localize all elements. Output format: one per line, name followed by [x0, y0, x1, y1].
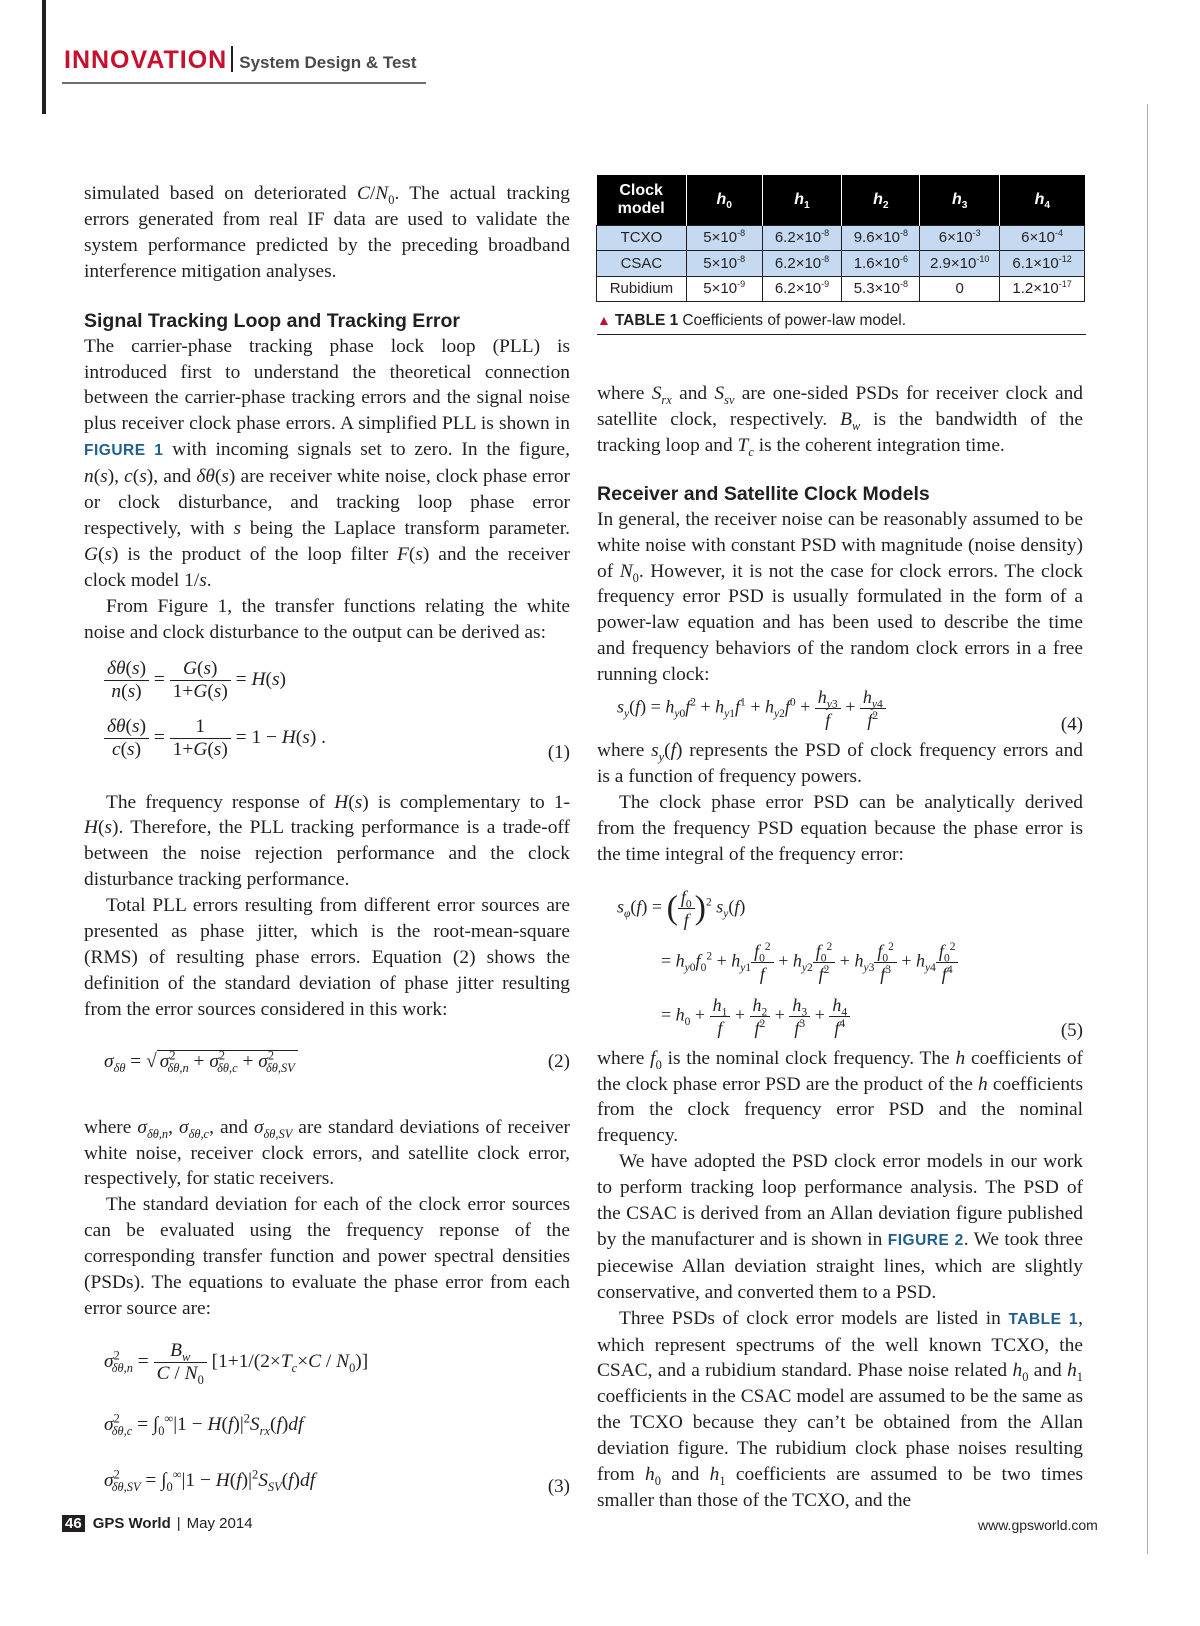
table-row [597, 251, 1085, 277]
table-cell: 0 [920, 276, 1000, 302]
equation-2-number: (2) [547, 1050, 570, 1072]
paragraph-transfer: From Figure 1, the transfer functions relating the white noise and clock disturbance to the output can be derived as: [84, 595, 570, 643]
section-label: INNOVATION [64, 46, 228, 74]
issue-date: May 2014 [186, 1515, 253, 1532]
table-1-link[interactable]: TABLE 1 [1008, 1310, 1079, 1328]
paragraph-phase-jitter: Total PLL errors resulting from different error sources are presented as phase jitter, which is the root-mean-square (RMS) of resulting phase errors. Equation (2) shows the definition of the standard deviation of phase jitter resulting from the error sources considered in this work: [84, 895, 570, 1020]
table-cell: $5\times 10^{-8}$ [686, 251, 762, 277]
equation-5-number: (5) [1060, 1019, 1083, 1041]
paragraph-std-deviations: where $\sigma_{\delta\theta,n}$, $\sigma_{\delta\theta,c}$, and $\sigma_{\delta\theta,SV}$ are standard deviations of receiver white noise, receiver clock errors, and satellite clock error, respectively, for static receivers. [84, 1116, 570, 1190]
heading-signal-tracking: Signal Tracking Loop and Tracking Error [84, 309, 460, 332]
footer-divider: | [176, 1515, 181, 1532]
table-header: $h_2$ [842, 175, 920, 225]
table-header: $h_0$ [686, 175, 762, 225]
header-divider [231, 46, 233, 72]
caption-triangle-icon: ▲ [597, 312, 611, 328]
paragraph-psd-definitions: where $S_{rx}$ and $S_{sv}$ are one-sided PSDs for receiver clock and satellite clock, respectively. $B_w$ is the bandwidth of the tracking loop and $T_c$ is the coherent integration time. [597, 383, 1083, 459]
equation-3: $\sigma^2_{\delta\theta,n}$ = $\frac{B_w}{C / N_0}$ $[1+1/(2\times T_c\times C / N_0)]$ $\sigma^2_{\delta\theta,c} = \int_0^\infty|1 - H(f)|^2S_{rx}(f)df$ $\sigma^2_{\delta\theta,SV} = \int_0^\infty|1 - H(f)|^2S_{SV}(f)df$ (3) [84, 1340, 570, 1520]
footer-url[interactable]: www.gpsworld.com [978, 1517, 1098, 1533]
table-header: $h_1$ [762, 175, 842, 225]
table-cell: $5.3\times 10^{-8}$ [842, 276, 920, 302]
figure-1-link[interactable]: FIGURE 1 [84, 442, 164, 460]
table-cell: $9.6\times 10^{-8}$ [842, 225, 920, 251]
magazine-name: GPS World [92, 1515, 171, 1532]
right-column [597, 381, 1083, 1514]
right-margin-rule [1147, 104, 1148, 1554]
equation-2: $\sigma_{\delta\theta}$ = √ $\sigma^2_{\delta\theta,n} + \sigma^2_{\delta\theta,c} + \sigma^2_{\delta\theta,SV}$ (2) [104, 1048, 570, 1075]
table-header: $h_4$ [1000, 175, 1085, 225]
paragraph-intro: simulated based on deteriorated $C/N_0$. The actual tracking errors generated from real IF data are used to validate the system performance predicted by the preceding broadband interference mitigation analyses. [84, 183, 570, 282]
table-header: $h_3$ [920, 175, 1000, 225]
table-header-row [597, 175, 1085, 225]
table-cell: $6.2\times 10^{-8}$ [762, 251, 842, 277]
paragraph-frequency-response: The frequency response of H(s) is complementary to 1-H(s). Therefore, the PLL tracking performance is a trade-off between the noise rejection performance and the clock disturbance tracking performance. [84, 791, 570, 891]
table-row [597, 276, 1085, 302]
table-cell: $6.1\times 10^{-12}$ [1000, 251, 1085, 277]
caption-text: Coefficients of power-law model. [682, 312, 907, 329]
table-cell: $1.6\times 10^{-6}$ [842, 251, 920, 277]
table-cell: $5\times 10^{-8}$ [686, 225, 762, 251]
footer-left [62, 1515, 253, 1532]
left-column [84, 181, 570, 1520]
table-cell: Rubidium [597, 276, 687, 302]
equation-3-number: (3) [547, 1475, 570, 1497]
running-header [64, 46, 417, 75]
subsection-label: System Design & Test [239, 53, 417, 72]
equation-1: $\frac{\delta\theta(s)}{n(s)}$ = $\frac{G(s)}{1+G(s)}$ = H(s) $\frac{\delta\theta(s)}{c(s)}$ = $\frac{1}{1+G(s)}$ = 1 − H(s) . (1) [84, 658, 570, 776]
table-row [597, 225, 1085, 251]
coefficients-table [596, 175, 1085, 302]
table-cell: $6.2\times 10^{-9}$ [762, 276, 842, 302]
header-underline [62, 82, 426, 84]
paragraph-receiver-noise: In general, the receiver noise can be reasonably assumed to be white noise with constant PSD with magnitude (noise density) of $N_0$. However, it is not the case for clock errors. The clock frequency error PSD is usually formulated in the form of a power-law equation and has been used to describe the time and frequency behaviors of the random clock errors in a free running clock: [597, 508, 1083, 686]
caption-label: TABLE 1 [614, 312, 679, 329]
equation-5: $s_\varphi(f)$ = ( $\frac{f_0}{f}$ )$^2$ $s_y(f)$ = $h_{y0}f_0^2 + h_{y1}$ $\frac{f_0^2}{f}$ + $h_{y2}$ $\frac{f_0^2}{f^2}$ + $h_{y3}$ $\frac{f_0^2}{f^3}$ + $h_{y4}$ $\frac{f_0^2}{f^4}$ = $h_0$ + $\frac{h_1}{f}$ + $\frac{h_2}{f^2}$ + $\frac{h_3}{f^3}$ + $\frac{h_4}{f^4}$ (5) [597, 878, 1083, 1046]
caption-rule [597, 334, 1086, 335]
table-header: Clock model [597, 175, 687, 225]
equation-1-number: (1) [547, 741, 570, 763]
table-cell: $2.9\times 10^{-10}$ [920, 251, 1000, 277]
table-cell: TCXO [597, 225, 687, 251]
paragraph-three-psds: Three PSDs of clock error models are listed in TABLE 1, which represent spectrums of the well known TCXO, the CSAC, and a rubidium standard. Phase noise related $h_0$ and $h_1$ coefficients in the CSAC model are assumed to be the same as the TCXO because they can’t be obtained from the Allan deviation figure. The rubidium clock phase noises resulting from $h_0$ and $h_1$ coefficients are assumed to be two times smaller than those of the TCXO, and the [597, 1307, 1084, 1511]
header-vertical-rule [42, 0, 46, 114]
table-caption [597, 312, 906, 330]
table-cell: $6.2\times 10^{-8}$ [762, 225, 842, 251]
figure-2-link[interactable]: FIGURE 2 [887, 1231, 964, 1249]
paragraph-nominal-frequency: where $f_0$ is the nominal clock frequency. The h coefficients of the clock phase error PSD are the product of the h coefficients from the clock frequency error PSD and the nominal frequency. [597, 1047, 1084, 1147]
paragraph-sy: where $s_y(f)$ represents the PSD of clock frequency errors and is a function of frequency powers. [597, 740, 1083, 787]
table-cell: $5\times 10^{-9}$ [686, 276, 762, 302]
paragraph-pll: The carrier-phase tracking phase lock loop (PLL) is introduced first to understand the theoretical connection between the carrier-phase tracking errors and the signal noise plus receiver clock phase errors. A simplified PLL is shown in FIGURE 1 with incoming signals set to zero. In the figure, n(s), c(s), and δθ(s) are receiver white noise, clock phase error or clock disturbance, and tracking loop phase error respectively, with s being the Laplace transform parameter. G(s) is the product of the loop filter F(s) and the receiver clock model 1/s. [84, 335, 571, 591]
equation-4-number: (4) [1060, 714, 1083, 736]
table-cell: CSAC [597, 251, 687, 277]
paragraph-adopted-models: We have adopted the PSD clock error models in our work to perform tracking loop performance analysis. The PSD of the CSAC is derived from an Allan deviation figure published by the manufacturer and is shown in FIGURE 2. We took three piecewise Allan deviation straight lines, which are slightly conservative, and converted them to a PSD. [597, 1151, 1084, 1303]
page-number: 46 [62, 1515, 85, 1532]
paragraph-evaluate: The standard deviation for each of the clock error sources can be evaluated using the frequency reponse of the corresponding transfer function and power spectral densities (PSDs). The equations to evaluate the phase error from each error source are: [84, 1194, 570, 1319]
heading-clock-models: Receiver and Satellite Clock Models [597, 482, 930, 505]
table-cell: $1.2\times 10^{-17}$ [1000, 276, 1085, 302]
table-cell: $6\times 10^{-4}$ [1000, 225, 1085, 251]
table-cell: $6\times 10^{-3}$ [920, 225, 1000, 251]
paragraph-phase-psd: The clock phase error PSD can be analytically derived from the frequency PSD equation because the phase error is the time integral of the frequency error: [597, 791, 1083, 865]
equation-4: $s_y(f) = h_{y0}f^2 + h_{y1}f^1 + h_{y2}f^0$ + $\frac{h_{y3}}{f}$ + $\frac{h_{y4}}{f^2}$ (4) [597, 688, 1083, 738]
